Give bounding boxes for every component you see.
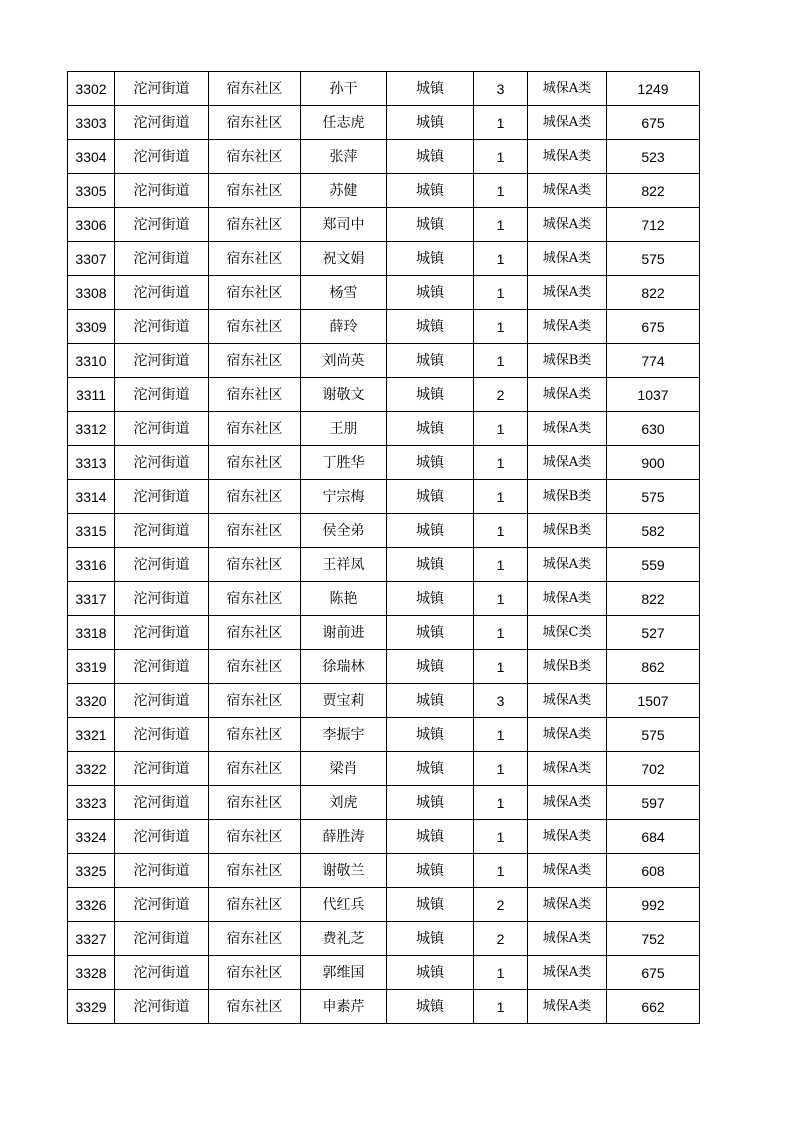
household-size-cell: 1 <box>474 480 528 514</box>
area-type-cell: 城镇 <box>387 888 474 922</box>
subdistrict-cell: 沱河街道 <box>115 582 209 616</box>
area-type-cell: 城镇 <box>387 446 474 480</box>
subdistrict-cell: 沱河街道 <box>115 344 209 378</box>
category-cell: 城保A类 <box>528 718 607 752</box>
subdistrict-cell: 沱河街道 <box>115 378 209 412</box>
household-size-cell: 1 <box>474 412 528 446</box>
household-size-cell: 1 <box>474 242 528 276</box>
subdistrict-cell: 沱河街道 <box>115 514 209 548</box>
subdistrict-cell: 沱河街道 <box>115 548 209 582</box>
community-cell: 宿东社区 <box>209 276 301 310</box>
row-number-cell: 3326 <box>68 888 115 922</box>
community-cell: 宿东社区 <box>209 106 301 140</box>
name-cell: 张萍 <box>301 140 387 174</box>
area-type-cell: 城镇 <box>387 854 474 888</box>
amount-cell: 822 <box>607 582 700 616</box>
subdistrict-cell: 沱河街道 <box>115 446 209 480</box>
row-number-cell: 3309 <box>68 310 115 344</box>
table-row <box>68 310 700 344</box>
category-cell: 城保A类 <box>528 820 607 854</box>
table-body <box>68 72 700 1024</box>
table-row <box>68 888 700 922</box>
subdistrict-cell: 沱河街道 <box>115 72 209 106</box>
area-type-cell: 城镇 <box>387 820 474 854</box>
name-cell: 薛胜涛 <box>301 820 387 854</box>
table-row <box>68 582 700 616</box>
community-cell: 宿东社区 <box>209 140 301 174</box>
table-row <box>68 106 700 140</box>
amount-cell: 527 <box>607 616 700 650</box>
name-cell: 谢前进 <box>301 616 387 650</box>
category-cell: 城保A类 <box>528 888 607 922</box>
community-cell: 宿东社区 <box>209 208 301 242</box>
category-cell: 城保A类 <box>528 922 607 956</box>
table-row <box>68 378 700 412</box>
name-cell: 梁肖 <box>301 752 387 786</box>
category-cell: 城保A类 <box>528 310 607 344</box>
area-type-cell: 城镇 <box>387 786 474 820</box>
category-cell: 城保A类 <box>528 684 607 718</box>
table-row <box>68 208 700 242</box>
row-number-cell: 3317 <box>68 582 115 616</box>
household-size-cell: 1 <box>474 616 528 650</box>
name-cell: 侯全弟 <box>301 514 387 548</box>
subdistrict-cell: 沱河街道 <box>115 752 209 786</box>
amount-cell: 862 <box>607 650 700 684</box>
category-cell: 城保A类 <box>528 548 607 582</box>
category-cell: 城保A类 <box>528 446 607 480</box>
amount-cell: 675 <box>607 956 700 990</box>
subdistrict-cell: 沱河街道 <box>115 854 209 888</box>
category-cell: 城保A类 <box>528 412 607 446</box>
amount-cell: 822 <box>607 276 700 310</box>
name-cell: 丁胜华 <box>301 446 387 480</box>
category-cell: 城保A类 <box>528 140 607 174</box>
household-size-cell: 2 <box>474 378 528 412</box>
household-size-cell: 1 <box>474 650 528 684</box>
table-row <box>68 72 700 106</box>
table-row <box>68 344 700 378</box>
category-cell: 城保A类 <box>528 72 607 106</box>
subdistrict-cell: 沱河街道 <box>115 888 209 922</box>
community-cell: 宿东社区 <box>209 582 301 616</box>
category-cell: 城保A类 <box>528 854 607 888</box>
table-row <box>68 616 700 650</box>
table-row <box>68 174 700 208</box>
table-row <box>68 412 700 446</box>
community-cell: 宿东社区 <box>209 888 301 922</box>
community-cell: 宿东社区 <box>209 344 301 378</box>
subdistrict-cell: 沱河街道 <box>115 990 209 1024</box>
community-cell: 宿东社区 <box>209 650 301 684</box>
category-cell: 城保B类 <box>528 650 607 684</box>
table-row <box>68 514 700 548</box>
row-number-cell: 3306 <box>68 208 115 242</box>
table-row <box>68 786 700 820</box>
household-size-cell: 1 <box>474 140 528 174</box>
area-type-cell: 城镇 <box>387 718 474 752</box>
amount-cell: 559 <box>607 548 700 582</box>
amount-cell: 575 <box>607 242 700 276</box>
table-row <box>68 854 700 888</box>
amount-cell: 684 <box>607 820 700 854</box>
table-row <box>68 276 700 310</box>
category-cell: 城保A类 <box>528 242 607 276</box>
row-number-cell: 3316 <box>68 548 115 582</box>
area-type-cell: 城镇 <box>387 276 474 310</box>
area-type-cell: 城镇 <box>387 582 474 616</box>
community-cell: 宿东社区 <box>209 378 301 412</box>
table-row <box>68 922 700 956</box>
subdistrict-cell: 沱河街道 <box>115 276 209 310</box>
community-cell: 宿东社区 <box>209 786 301 820</box>
row-number-cell: 3304 <box>68 140 115 174</box>
community-cell: 宿东社区 <box>209 616 301 650</box>
area-type-cell: 城镇 <box>387 242 474 276</box>
row-number-cell: 3329 <box>68 990 115 1024</box>
name-cell: 费礼芝 <box>301 922 387 956</box>
subdistrict-cell: 沱河街道 <box>115 242 209 276</box>
amount-cell: 712 <box>607 208 700 242</box>
area-type-cell: 城镇 <box>387 72 474 106</box>
area-type-cell: 城镇 <box>387 208 474 242</box>
subdistrict-cell: 沱河街道 <box>115 140 209 174</box>
community-cell: 宿东社区 <box>209 854 301 888</box>
community-cell: 宿东社区 <box>209 242 301 276</box>
household-size-cell: 1 <box>474 786 528 820</box>
community-cell: 宿东社区 <box>209 174 301 208</box>
community-cell: 宿东社区 <box>209 956 301 990</box>
table-row <box>68 718 700 752</box>
name-cell: 杨雪 <box>301 276 387 310</box>
row-number-cell: 3311 <box>68 378 115 412</box>
household-size-cell: 1 <box>474 276 528 310</box>
amount-cell: 1507 <box>607 684 700 718</box>
row-number-cell: 3302 <box>68 72 115 106</box>
household-size-cell: 1 <box>474 582 528 616</box>
community-cell: 宿东社区 <box>209 990 301 1024</box>
table-row <box>68 990 700 1024</box>
amount-cell: 1249 <box>607 72 700 106</box>
row-number-cell: 3325 <box>68 854 115 888</box>
area-type-cell: 城镇 <box>387 174 474 208</box>
category-cell: 城保B类 <box>528 344 607 378</box>
household-size-cell: 1 <box>474 208 528 242</box>
subdistrict-cell: 沱河街道 <box>115 820 209 854</box>
subdistrict-cell: 沱河街道 <box>115 174 209 208</box>
row-number-cell: 3315 <box>68 514 115 548</box>
community-cell: 宿东社区 <box>209 820 301 854</box>
name-cell: 陈艳 <box>301 582 387 616</box>
area-type-cell: 城镇 <box>387 514 474 548</box>
household-size-cell: 3 <box>474 72 528 106</box>
area-type-cell: 城镇 <box>387 310 474 344</box>
row-number-cell: 3305 <box>68 174 115 208</box>
name-cell: 宁宗梅 <box>301 480 387 514</box>
household-size-cell: 1 <box>474 548 528 582</box>
row-number-cell: 3318 <box>68 616 115 650</box>
category-cell: 城保A类 <box>528 956 607 990</box>
subdistrict-cell: 沱河街道 <box>115 208 209 242</box>
row-number-cell: 3323 <box>68 786 115 820</box>
name-cell: 申素芹 <box>301 990 387 1024</box>
area-type-cell: 城镇 <box>387 140 474 174</box>
amount-cell: 675 <box>607 310 700 344</box>
household-size-cell: 2 <box>474 922 528 956</box>
community-cell: 宿东社区 <box>209 752 301 786</box>
table-row <box>68 684 700 718</box>
household-size-cell: 1 <box>474 718 528 752</box>
name-cell: 刘尚英 <box>301 344 387 378</box>
category-cell: 城保B类 <box>528 480 607 514</box>
area-type-cell: 城镇 <box>387 752 474 786</box>
name-cell: 王朋 <box>301 412 387 446</box>
household-size-cell: 1 <box>474 446 528 480</box>
household-size-cell: 1 <box>474 174 528 208</box>
household-size-cell: 1 <box>474 310 528 344</box>
area-type-cell: 城镇 <box>387 344 474 378</box>
table-row <box>68 820 700 854</box>
name-cell: 王祥凤 <box>301 548 387 582</box>
category-cell: 城保A类 <box>528 990 607 1024</box>
community-cell: 宿东社区 <box>209 684 301 718</box>
amount-cell: 523 <box>607 140 700 174</box>
community-cell: 宿东社区 <box>209 514 301 548</box>
table-row <box>68 242 700 276</box>
table-row <box>68 548 700 582</box>
category-cell: 城保A类 <box>528 276 607 310</box>
name-cell: 李振宇 <box>301 718 387 752</box>
household-size-cell: 1 <box>474 344 528 378</box>
name-cell: 刘虎 <box>301 786 387 820</box>
community-cell: 宿东社区 <box>209 446 301 480</box>
household-size-cell: 1 <box>474 106 528 140</box>
area-type-cell: 城镇 <box>387 548 474 582</box>
row-number-cell: 3328 <box>68 956 115 990</box>
area-type-cell: 城镇 <box>387 922 474 956</box>
category-cell: 城保B类 <box>528 514 607 548</box>
row-number-cell: 3324 <box>68 820 115 854</box>
household-size-cell: 1 <box>474 990 528 1024</box>
amount-cell: 662 <box>607 990 700 1024</box>
subdistrict-cell: 沱河街道 <box>115 616 209 650</box>
name-cell: 孙干 <box>301 72 387 106</box>
category-cell: 城保A类 <box>528 106 607 140</box>
row-number-cell: 3321 <box>68 718 115 752</box>
household-size-cell: 1 <box>474 956 528 990</box>
subdistrict-cell: 沱河街道 <box>115 310 209 344</box>
community-cell: 宿东社区 <box>209 480 301 514</box>
subdistrict-cell: 沱河街道 <box>115 922 209 956</box>
name-cell: 代红兵 <box>301 888 387 922</box>
table-row <box>68 480 700 514</box>
amount-cell: 702 <box>607 752 700 786</box>
amount-cell: 608 <box>607 854 700 888</box>
amount-cell: 822 <box>607 174 700 208</box>
category-cell: 城保A类 <box>528 378 607 412</box>
table-row <box>68 752 700 786</box>
subdistrict-cell: 沱河街道 <box>115 650 209 684</box>
household-table <box>67 71 700 1024</box>
name-cell: 薛玲 <box>301 310 387 344</box>
row-number-cell: 3308 <box>68 276 115 310</box>
amount-cell: 597 <box>607 786 700 820</box>
category-cell: 城保A类 <box>528 752 607 786</box>
household-size-cell: 2 <box>474 888 528 922</box>
name-cell: 谢敬文 <box>301 378 387 412</box>
amount-cell: 575 <box>607 480 700 514</box>
area-type-cell: 城镇 <box>387 650 474 684</box>
household-size-cell: 1 <box>474 752 528 786</box>
subdistrict-cell: 沱河街道 <box>115 106 209 140</box>
subdistrict-cell: 沱河街道 <box>115 786 209 820</box>
category-cell: 城保A类 <box>528 582 607 616</box>
name-cell: 郑司中 <box>301 208 387 242</box>
subdistrict-cell: 沱河街道 <box>115 684 209 718</box>
row-number-cell: 3314 <box>68 480 115 514</box>
row-number-cell: 3312 <box>68 412 115 446</box>
area-type-cell: 城镇 <box>387 616 474 650</box>
community-cell: 宿东社区 <box>209 310 301 344</box>
amount-cell: 630 <box>607 412 700 446</box>
table-row <box>68 650 700 684</box>
amount-cell: 1037 <box>607 378 700 412</box>
row-number-cell: 3320 <box>68 684 115 718</box>
household-size-cell: 3 <box>474 684 528 718</box>
community-cell: 宿东社区 <box>209 548 301 582</box>
area-type-cell: 城镇 <box>387 956 474 990</box>
row-number-cell: 3310 <box>68 344 115 378</box>
name-cell: 贾宝莉 <box>301 684 387 718</box>
amount-cell: 582 <box>607 514 700 548</box>
community-cell: 宿东社区 <box>209 412 301 446</box>
subdistrict-cell: 沱河街道 <box>115 956 209 990</box>
row-number-cell: 3322 <box>68 752 115 786</box>
amount-cell: 900 <box>607 446 700 480</box>
category-cell: 城保A类 <box>528 208 607 242</box>
row-number-cell: 3327 <box>68 922 115 956</box>
name-cell: 徐瑞林 <box>301 650 387 684</box>
amount-cell: 992 <box>607 888 700 922</box>
area-type-cell: 城镇 <box>387 412 474 446</box>
community-cell: 宿东社区 <box>209 922 301 956</box>
area-type-cell: 城镇 <box>387 480 474 514</box>
row-number-cell: 3319 <box>68 650 115 684</box>
table-row <box>68 956 700 990</box>
subdistrict-cell: 沱河街道 <box>115 718 209 752</box>
community-cell: 宿东社区 <box>209 718 301 752</box>
name-cell: 祝文娟 <box>301 242 387 276</box>
amount-cell: 675 <box>607 106 700 140</box>
area-type-cell: 城镇 <box>387 990 474 1024</box>
row-number-cell: 3303 <box>68 106 115 140</box>
name-cell: 郭维国 <box>301 956 387 990</box>
household-size-cell: 1 <box>474 854 528 888</box>
subdistrict-cell: 沱河街道 <box>115 412 209 446</box>
amount-cell: 575 <box>607 718 700 752</box>
name-cell: 任志虎 <box>301 106 387 140</box>
category-cell: 城保A类 <box>528 174 607 208</box>
amount-cell: 752 <box>607 922 700 956</box>
community-cell: 宿东社区 <box>209 72 301 106</box>
area-type-cell: 城镇 <box>387 684 474 718</box>
amount-cell: 774 <box>607 344 700 378</box>
row-number-cell: 3313 <box>68 446 115 480</box>
name-cell: 苏健 <box>301 174 387 208</box>
area-type-cell: 城镇 <box>387 378 474 412</box>
table-row <box>68 140 700 174</box>
area-type-cell: 城镇 <box>387 106 474 140</box>
name-cell: 谢敬兰 <box>301 854 387 888</box>
category-cell: 城保C类 <box>528 616 607 650</box>
row-number-cell: 3307 <box>68 242 115 276</box>
household-size-cell: 1 <box>474 820 528 854</box>
category-cell: 城保A类 <box>528 786 607 820</box>
subdistrict-cell: 沱河街道 <box>115 480 209 514</box>
household-size-cell: 1 <box>474 514 528 548</box>
table-row <box>68 446 700 480</box>
